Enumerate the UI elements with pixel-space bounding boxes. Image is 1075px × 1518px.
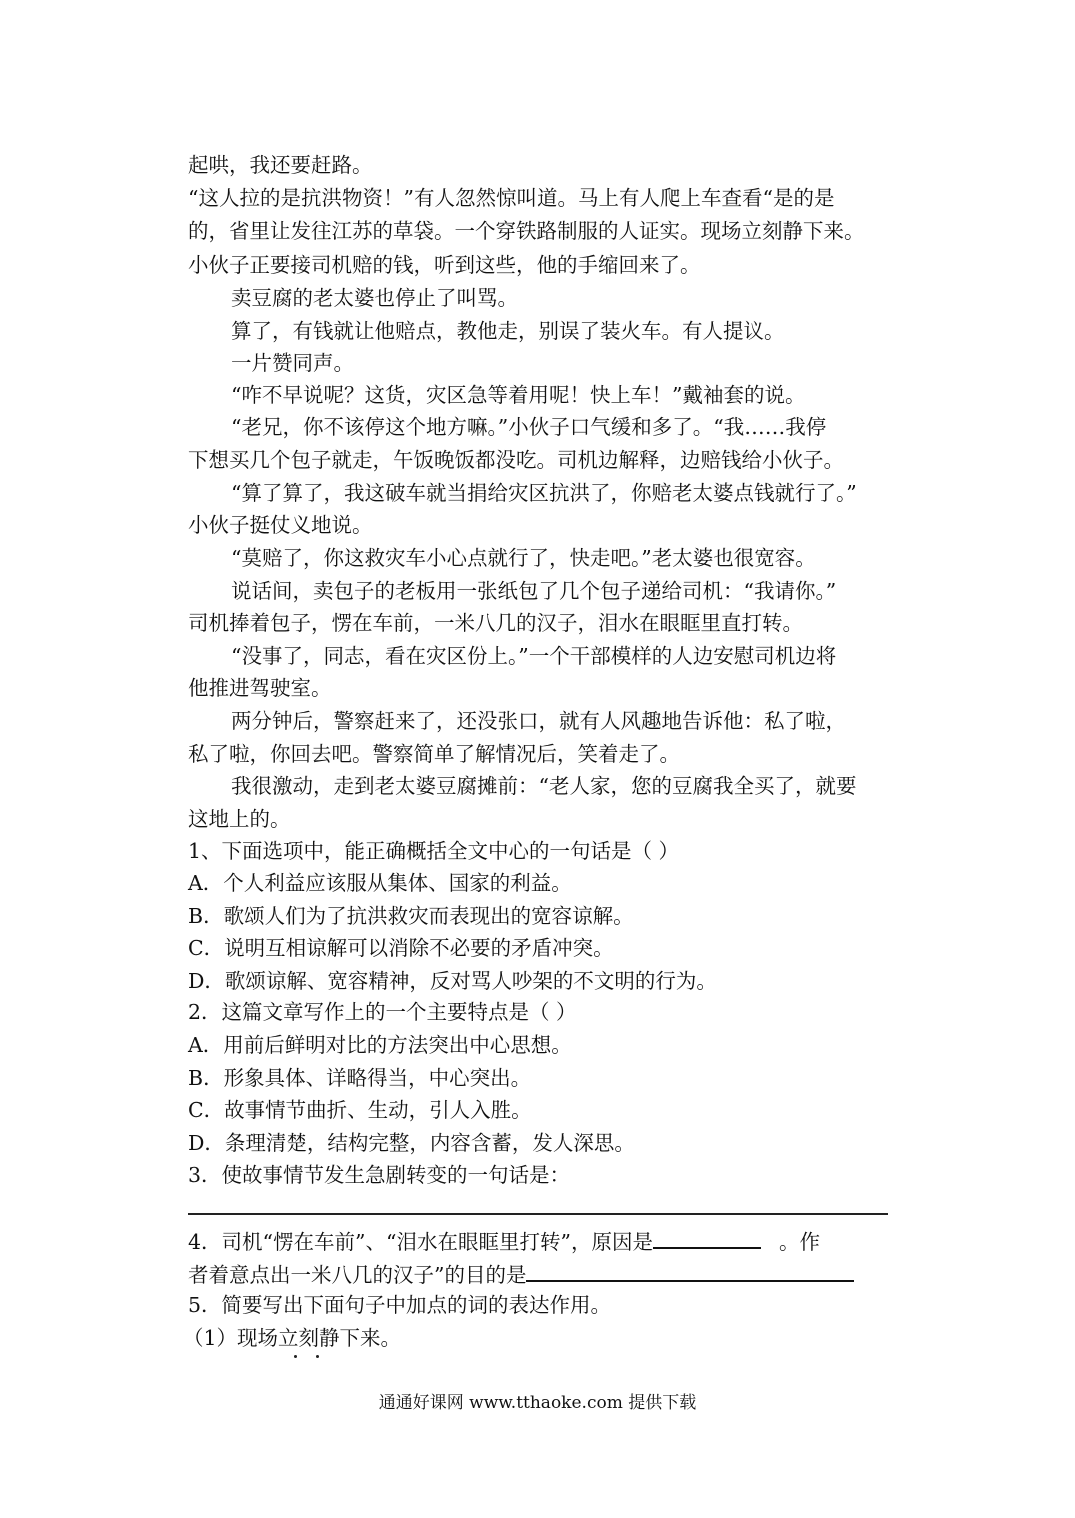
passage-line: 卖豆腐的老太婆也停止了叫骂。 [231, 286, 518, 310]
question-1-option-c: C．说明互相谅解可以消除不必要的矛盾冲突。 [188, 936, 614, 960]
passage-line: 小伙子挺仗义地说。 [188, 513, 373, 537]
passage-line: 这地上的。 [188, 807, 291, 831]
question-2-option-c: C．故事情节曲折、生动，引人入胜。 [188, 1098, 532, 1122]
passage-line: 算了，有钱就让他赔点，教他走，别误了装火车。有人提议。 [231, 319, 785, 343]
question-5-item-1: （1）现场立刻静下来。 [183, 1326, 402, 1350]
passage-line: 下想买几个包子就走，午饭晚饭都没吃。司机边解释，边赔钱给小伙子。 [188, 448, 844, 472]
passage-line: “没事了，同志，看在灾区份上。”一个干部模样的人边安慰司机边将 [231, 644, 837, 668]
passage-line: 一片赞同声。 [231, 351, 354, 375]
question-3: 3．使故事情节发生急剧转变的一句话是： [188, 1163, 571, 1187]
question-4-line-2 [188, 1258, 888, 1290]
answer-blank-q4-purpose[interactable] [526, 1258, 854, 1282]
question-2: 2．这篇文章写作上的一个主要特点是（ ） [188, 1000, 577, 1024]
question-1-option-a: A．个人利益应该服从集体、国家的利益。 [188, 871, 572, 895]
passage-line: “算了算了，我这破车就当捐给灾区抗洪了，你赔老太婆点钱就行了。” [231, 481, 857, 505]
question-4-text-end: 。作 [778, 1230, 820, 1254]
passage-line: 我很激动，走到老太婆豆腐摊前：“老人家，您的豆腐我全买了，就要 [231, 774, 857, 798]
question-4-text: 4．司机“愣在车前”、“泪水在眼眶里打转”，原因是 [188, 1230, 653, 1254]
question-2-option-d: D．条理清楚，结构完整，内容含蓄，发人深思。 [188, 1131, 635, 1155]
question-5: 5．简要写出下面句子中加点的词的表达作用。 [188, 1293, 612, 1317]
passage-line: “莫赔了，你这救灾车小心点就行了，快走吧。”老太婆也很宽容。 [231, 546, 816, 570]
passage-line: 私了啦，你回去吧。警察简单了解情况后，笑着走了。 [188, 742, 680, 766]
answer-blank-q4-reason[interactable] [653, 1225, 761, 1249]
passage-line: 起哄，我还要赶路。 [188, 153, 373, 177]
question-1-option-d: D．歌颂谅解、宽容精神，反对骂人吵架的不文明的行为。 [188, 969, 717, 993]
question-2-option-a: A．用前后鲜明对比的方法突出中心思想。 [188, 1033, 572, 1057]
passage-line: “咋不早说呢？这货，灾区急等着用呢！快上车！”戴袖套的说。 [231, 383, 806, 407]
answer-line-q3[interactable] [188, 1213, 888, 1215]
emphasis-dot [316, 1355, 319, 1358]
question-1-option-b: B．歌颂人们为了抗洪救灾而表现出的宽容谅解。 [188, 904, 634, 928]
passage-line: 说话间，卖包子的老板用一张纸包了几个包子递给司机：“我请你。” [231, 579, 837, 603]
passage-line: 的，省里让发往江苏的草袋。一个穿铁路制服的人证实。现场立刻静下来。 [188, 219, 865, 243]
question-1: 1、下面选项中，能正确概括全文中心的一句话是（ ） [188, 839, 680, 863]
passage-line: “这人拉的是抗洪物资！”有人忽然惊叫道。马上有人爬上车查看“是的是 [188, 186, 835, 210]
passage-line: 两分钟后，警察赶来了，还没张口，就有人风趣地告诉他：私了啦， [231, 709, 846, 733]
question-4-text-2: 者着意点出一米八几的汉子”的目的是 [188, 1263, 527, 1287]
question-2-option-b: B．形象具体、详略得当，中心突出。 [188, 1066, 532, 1090]
passage-line: 他推进驾驶室。 [188, 676, 332, 700]
passage-line: “老兄，你不该停这个地方嘛。”小伙子口气缓和多了。“我……我停 [231, 415, 827, 439]
passage-line: 小伙子正要接司机赔的钱，听到这些，他的手缩回来了。 [188, 253, 701, 277]
page-footer: 通通好课网 www.tthaoke.com 提供下载 [378, 1393, 697, 1413]
passage-line: 司机捧着包子，愣在车前，一米八几的汉子，泪水在眼眶里直打转。 [188, 611, 803, 635]
question-4-line-1 [188, 1225, 888, 1257]
emphasis-dot [294, 1355, 297, 1358]
